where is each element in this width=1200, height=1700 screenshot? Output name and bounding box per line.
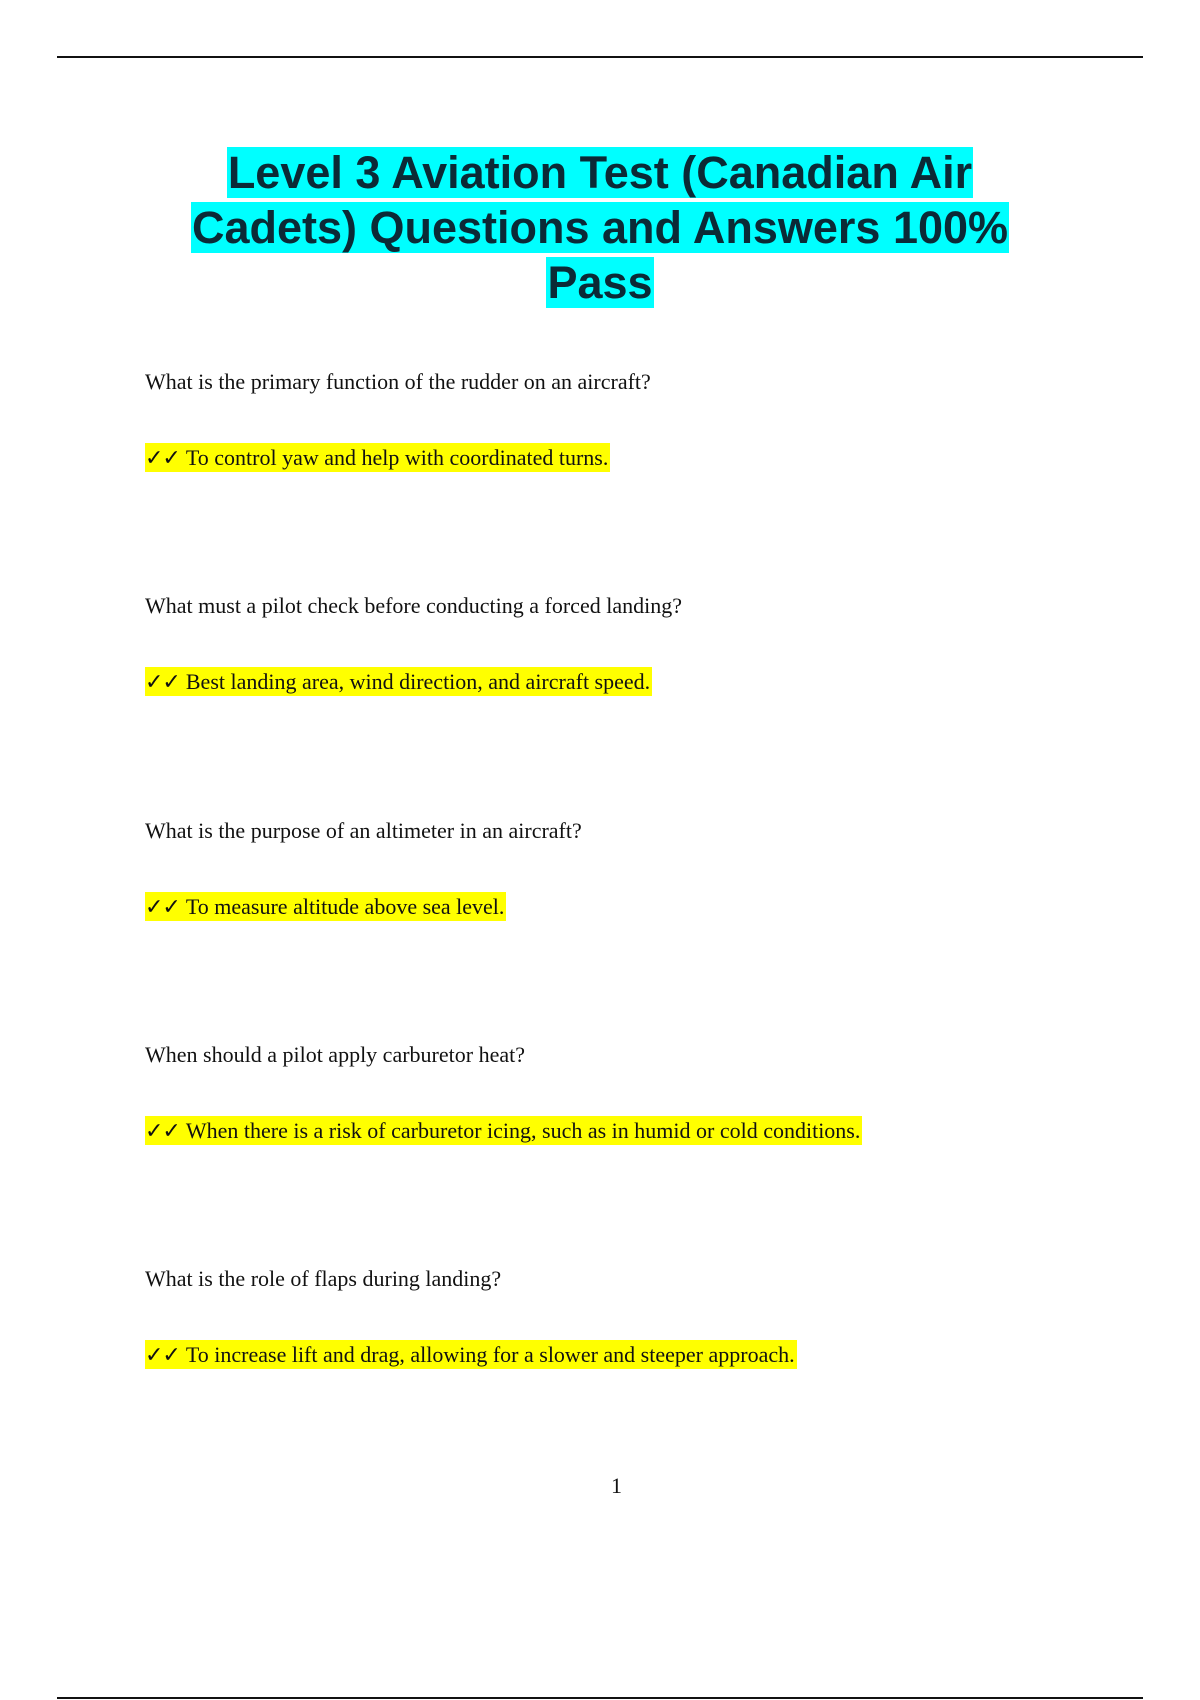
- answer-highlight: [145, 892, 506, 921]
- question-text: What must a pilot check before conducting a forced landing?: [145, 593, 682, 618]
- document-title: [0, 145, 1200, 310]
- title-text: Pass: [547, 257, 653, 308]
- qa-item: [145, 1265, 1095, 1371]
- qa-item: [145, 817, 1095, 923]
- answer-highlight: [145, 1116, 862, 1145]
- qa-item: [145, 368, 1095, 474]
- answer-text: When there is a risk of carburetor icing, such as in humid or cold conditions.: [185, 1118, 861, 1143]
- double-check-icon: ✓✓: [145, 670, 180, 695]
- double-check-icon: ✓✓: [145, 1119, 180, 1144]
- answer-text: To measure altitude above sea level.: [185, 894, 505, 919]
- title-line-1: [0, 145, 1200, 200]
- answer-row: [145, 1116, 1095, 1147]
- answer-highlight: [145, 443, 610, 472]
- answer-highlight: [145, 1340, 797, 1369]
- answer-highlight: [145, 667, 652, 696]
- answer-text: To control yaw and help with coordinated turns.: [185, 445, 609, 470]
- title-text: Cadets) Questions and Answers 100%: [191, 202, 1009, 253]
- answer-text: Best landing area, wind direction, and aircraft speed.: [185, 669, 651, 694]
- answer-row: [145, 892, 1095, 923]
- question-text: What is the primary function of the rudder on an aircraft?: [145, 369, 651, 394]
- title-line-3: [0, 255, 1200, 310]
- qa-item: [145, 592, 1095, 698]
- answer-row: [145, 667, 1095, 698]
- title-line-2: [0, 200, 1200, 255]
- answer-row: [145, 443, 1095, 474]
- title-text: Level 3 Aviation Test (Canadian Air: [227, 147, 973, 198]
- double-check-icon: ✓✓: [145, 895, 180, 920]
- answer-row: [145, 1340, 1095, 1371]
- page-number: 1: [611, 1473, 622, 1498]
- double-check-icon: ✓✓: [145, 1343, 180, 1368]
- qa-item: [145, 1041, 1095, 1147]
- double-check-icon: ✓✓: [145, 446, 180, 471]
- question-text: What is the role of flaps during landing?: [145, 1266, 502, 1291]
- answer-text: To increase lift and drag, allowing for a slower and steeper approach.: [185, 1342, 795, 1367]
- question-text: What is the purpose of an altimeter in an aircraft?: [145, 818, 582, 843]
- question-text: When should a pilot apply carburetor heat?: [145, 1042, 525, 1067]
- bottom-rule: [57, 1697, 1143, 1699]
- top-rule: [57, 56, 1143, 58]
